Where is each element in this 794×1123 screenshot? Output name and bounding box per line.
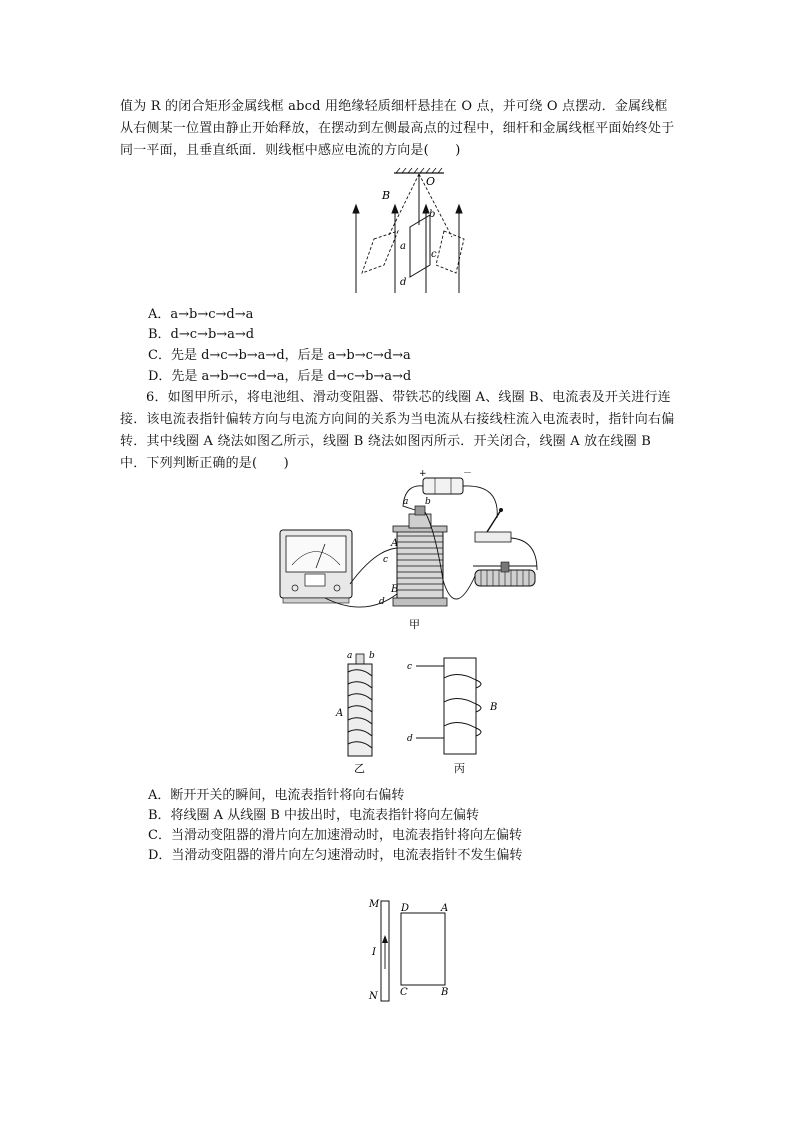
jia-label-c: c (383, 555, 389, 565)
q7-label-N: N (369, 991, 378, 1002)
q7-label-D: D (401, 903, 410, 914)
bing-label-d: d (407, 734, 413, 744)
label-c: c (431, 249, 437, 260)
jia-caption: 甲 (409, 618, 420, 631)
q7-figure (365, 895, 465, 1007)
battery-plus: + (419, 470, 427, 479)
q7-label-A: A (441, 903, 449, 914)
q5-option-c: C．先是 d→c→b→a→d，后是 a→b→c→d→a (148, 348, 411, 363)
jia-label-b: b (425, 497, 431, 507)
jia-label-A: A (391, 538, 399, 549)
q7-label-B: B (441, 987, 449, 998)
label-O: O (426, 175, 436, 188)
jia-label-d: d (379, 597, 385, 607)
q6-option-a: A．断开开关的瞬间，电流表指针将向右偏转 (148, 788, 405, 803)
bing-caption: 丙 (454, 762, 465, 775)
yi-caption: 乙 (354, 762, 365, 775)
q6-stem: 6．如图甲所示，将电池组、滑动变阻器、带铁芯的线圈 A、线圈 B、电流表及开关进行连接．该电流表指针偏转方向与电流方向间的关系为当电流从右接线柱流入电流表时，指针向右偏转．其中线圈 A 绕法如图乙所示，线圈 B 绕法如图丙所示．开关闭合，线圈 A 放在线圈 B 中．下列判断正确的是( ) (120, 390, 675, 471)
label-d: d (400, 277, 407, 288)
q7-label-M: M (369, 899, 380, 910)
q7-label-C: C (400, 987, 408, 998)
q7-label-I: I (372, 947, 376, 958)
bing-label-c: c (407, 662, 413, 672)
battery-minus: － (463, 470, 473, 479)
label-B-field: B (382, 189, 391, 202)
q6-figure-yi (330, 648, 390, 778)
jia-label-B: B (391, 584, 399, 595)
q6-option-c: C．当滑动变阻器的滑片向左加速滑动时，电流表指针将向左偏转 (148, 828, 522, 843)
q6-figure-bing (400, 652, 510, 778)
q5-option-d: D．先是 a→b→c→d→a，后是 d→c→b→a→d (148, 369, 412, 384)
yi-label-A: A (336, 708, 344, 719)
bing-label-B: B (490, 702, 498, 713)
q5-stem: 值为 R 的闭合矩形金属线框 abcd 用绝缘轻质细杆悬挂在 O 点，并可绕 O 点摆动．金属线框从右侧某一位置由静止开始释放，在摆动到左侧最高点的过程中，细杆和金属线框平面始终处于同一平面，且垂直纸面．则线框中感应电流的方向是( ) (120, 99, 675, 158)
q5-option-a: A．a→b→c→d→a (148, 307, 254, 322)
yi-label-b: b (369, 651, 375, 661)
q5-figure (340, 165, 480, 300)
yi-label-a: a (347, 651, 353, 661)
label-b: b (429, 209, 436, 220)
jia-label-a: a (403, 497, 409, 507)
q5-option-b: B．d→c→b→a→d (148, 327, 255, 342)
q6-option-b: B．将线圈 A 从线圈 B 中拔出时，电流表指针将向左偏转 (148, 808, 480, 823)
q6-figure-jia (275, 470, 555, 635)
q6-option-d: D．当滑动变阻器的滑片向左匀速滑动时，电流表指针不发生偏转 (148, 848, 523, 863)
label-a: a (400, 241, 406, 252)
